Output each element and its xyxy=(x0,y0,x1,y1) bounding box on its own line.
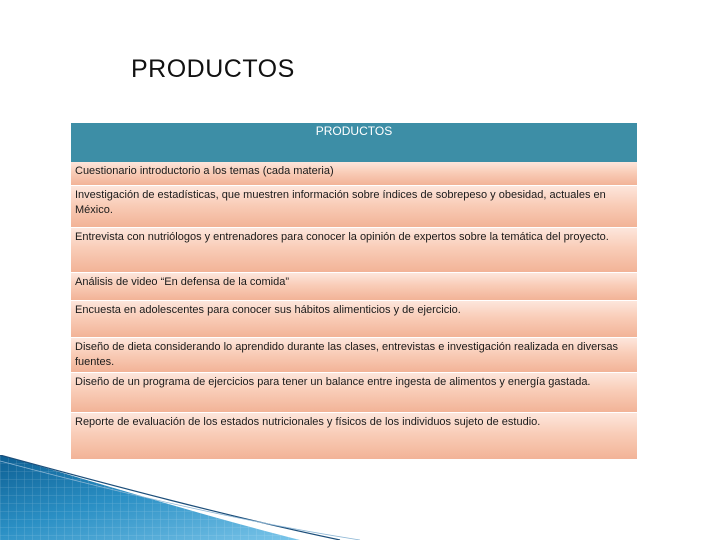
row-text: Diseño de dieta considerando lo aprendido durante las clases, entrevistas e investigación realizada en diversas fuentes. xyxy=(75,341,618,368)
table-row xyxy=(71,338,637,373)
row-text: Investigación de estadísticas, que muestren información sobre índices de sobrepeso y obesidad, actuales en México. xyxy=(75,189,606,216)
table-row xyxy=(71,273,637,301)
products-table xyxy=(71,123,637,460)
row-text: Entrevista con nutriólogos y entrenadores para conocer la opinión de expertos sobre la temática del proyecto. xyxy=(75,231,609,243)
row-text: Encuesta en adolescentes para conocer sus hábitos alimenticios y de ejercicio. xyxy=(75,304,461,316)
row-text: Diseño de un programa de ejercicios para tener un balance entre ingesta de alimentos y energía gastada. xyxy=(75,376,591,388)
decorative-swoosh xyxy=(0,455,720,540)
table-row xyxy=(71,413,637,460)
row-text: Cuestionario introductorio a los temas (cada materia) xyxy=(75,165,334,177)
row-text: Análisis de video “En defensa de la comida” xyxy=(75,276,290,288)
table-row xyxy=(71,373,637,413)
table-row xyxy=(71,162,637,186)
table-row xyxy=(71,186,637,228)
slide-title: PRODUCTOS xyxy=(131,55,295,83)
table-row xyxy=(71,228,637,273)
row-text: Reporte de evaluación de los estados nutricionales y físicos de los individuos sujeto de estudio. xyxy=(75,416,541,428)
table-row xyxy=(71,301,637,338)
table-header: PRODUCTOS xyxy=(71,123,637,162)
